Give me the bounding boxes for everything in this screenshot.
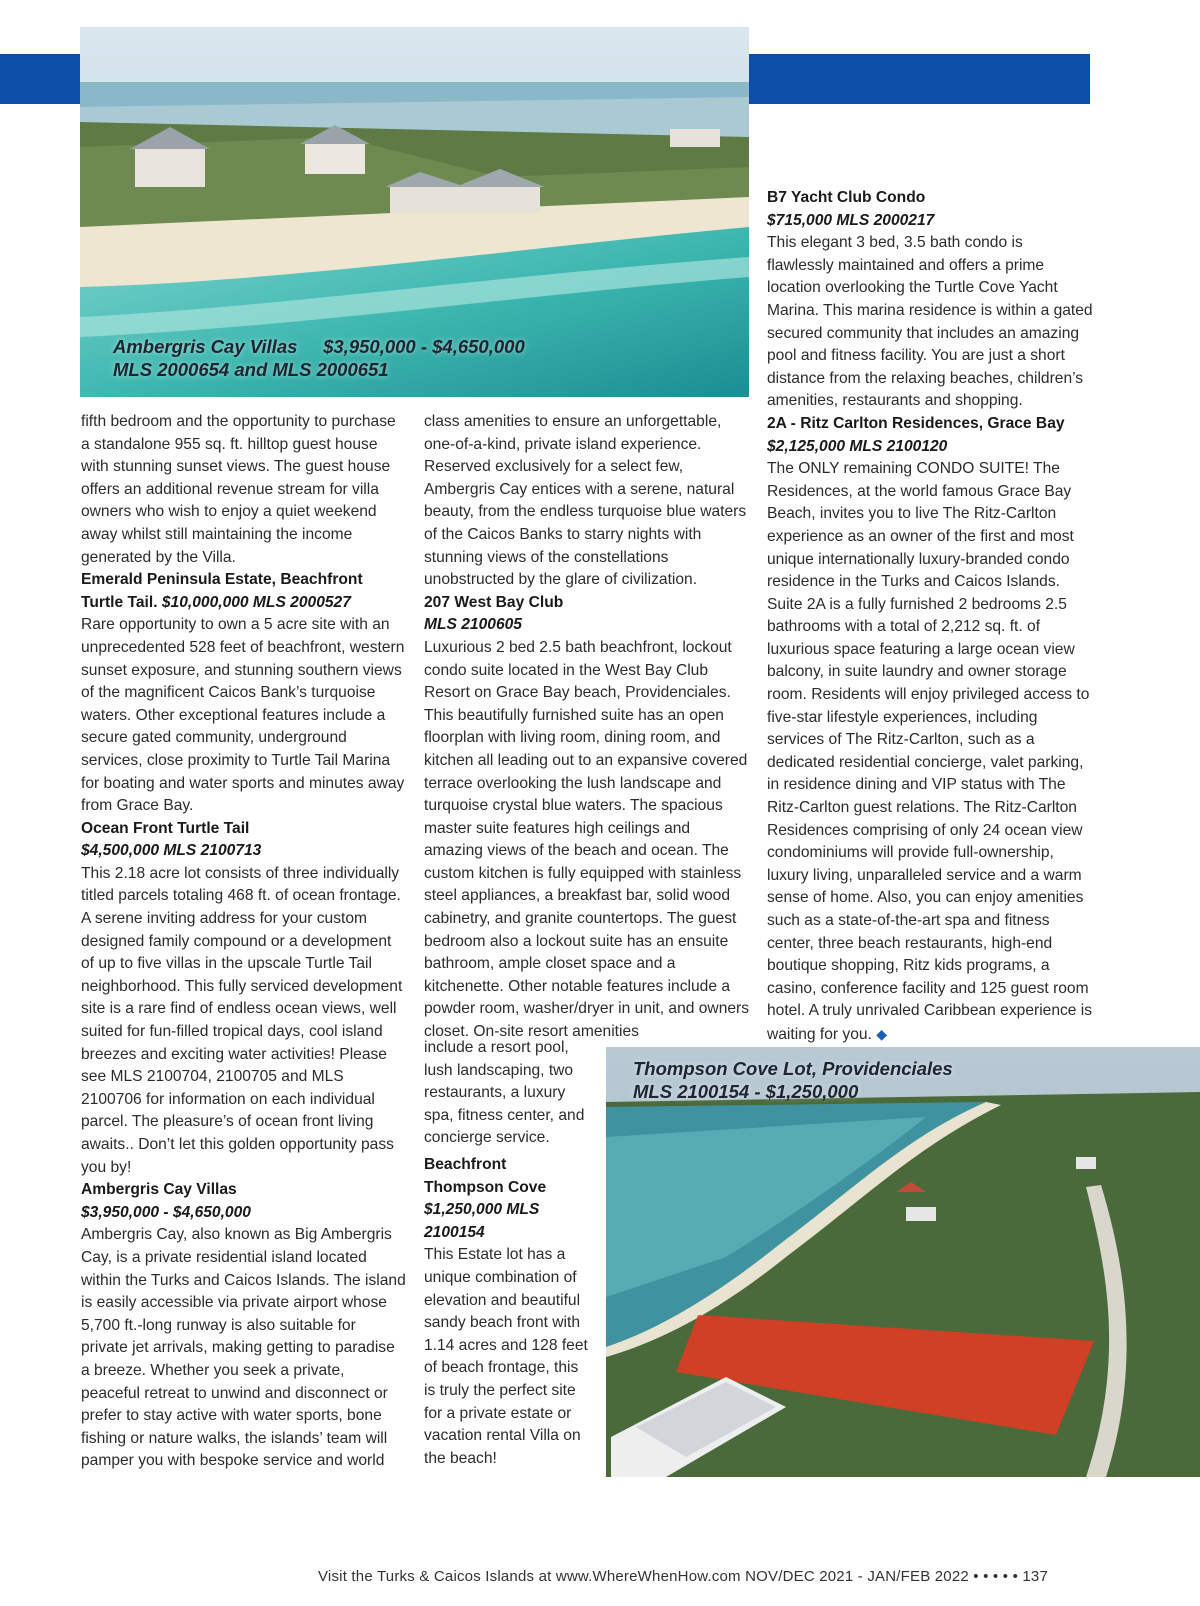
west-bay-club-body: Luxurious 2 bed 2.5 bath beachfront, lockout condo suite located in the West Bay Club Resort on Grace Bay beach, Providenciales. This beautifully furnished suite has an open floorplan with living room, dining room, and kitchen all leading out to an expansive covered terrace overlooking the lush landscape and turquoise crystal blue waters. The spacious master suite features high ceilings and amazing views of the beach and ocean. The custom kitchen is fully equipped with stainless steel appliances, a breakfast bar, solid wood cabinetry, and granite countertops. The guest bedroom also a lockout suite has an ensuite bathroom, ample closet space and a kitchenette. Other notable features include a powder room, washer/dryer in unit, and owners closet. On-site resort amenities (424, 638, 750, 1041)
ocean-front-price: $4,500,000 MLS 2100713 (81, 842, 262, 860)
west-bay-club-price: MLS 2100605 (424, 616, 522, 634)
emerald-title (81, 569, 406, 614)
beachfront-thompson-body: This Estate lot has a unique combination of elevation and beautiful sandy beach front with 1.14 acres and 128 feet of beach frontage, this is truly the perfect site for a private estate or vacation rental Villa on the beach! (424, 1246, 588, 1467)
ritz-carlton-body (767, 458, 1093, 1046)
header-band-right (748, 54, 1090, 104)
caption-ambergris-mls: MLS 2000654 and MLS 2000651 (113, 359, 389, 380)
column-1 (81, 411, 406, 1473)
caption-ambergris-title: Ambergris Cay Villas (113, 336, 298, 357)
emerald-price: $10,000,000 MLS 2000527 (161, 593, 351, 611)
west-bay-club-title: 207 West Bay Club (424, 593, 564, 611)
column-2 (424, 411, 750, 1044)
emerald-title-text: Emerald Peninsula Estate, Beachfront Turtle Tail. (81, 571, 363, 611)
ritz-carlton-price: $2,125,000 MLS 2100120 (767, 437, 948, 455)
ritz-carlton-title: 2A - Ritz Carlton Residences, Grace Bay (767, 414, 1065, 432)
west-bay-club-body-cont: include a resort pool, lush landscaping, two restaurants, a luxury spa, fitness center, and concierge service. (424, 1039, 585, 1147)
column-2-narrow (424, 1037, 589, 1470)
end-diamond-icon: ◆ (876, 1025, 888, 1042)
header-band-left (0, 54, 82, 104)
caption-ambergris-price: $3,950,000 - $4,650,000 (323, 336, 525, 357)
ritz-carlton-body-text: The ONLY remaining CONDO SUITE! The Residences, at the world famous Grace Bay Beach, invites you to live The Ritz-Carlton experience as an owner of the first and most unique internationally luxury-branded condo residence in the Turks and Caicos Islands. Suite 2A is a fully furnished 2 bedrooms 2.5 bathrooms with a total of 2,212 sq. ft. of luxurious space featuring a large ocean view balcony, in suite laundry and owner storage room. Residents will enjoy privileged access to five-star lifestyle experiences, including services of The Ritz-Carlton, such as a dedicated residential concierge, valet parking, in residence dining and VIP status with The Ritz-Carlton guest relations. The Ritz-Carlton Residences comprising of only 24 ocean view condominiums will provide full-ownership, luxury living, unparalleled service and a warm sense of home. Also, you can enjoy amenities such as a state-of-the-art spa and fitness center, three beach restaurants, high-end boutique shopping, Ritz kids programs, a casino, conference facility and 125 guest room hotel. A truly unrivaled Caribbean experience is waiting for you. (767, 460, 1093, 1043)
page-footer: Visit the Turks & Caicos Islands at www.WhereWhenHow.com NOV/DEC 2021 - JAN/FEB 2022 • • • • • 137 (318, 1568, 1049, 1585)
b7-price: $715,000 MLS 2000217 (767, 211, 935, 229)
b7-body: This elegant 3 bed, 3.5 bath condo is flawlessly maintained and offers a prime location overlooking the Turtle Cove Yacht Marina. This marina residence is within a gated secured community that includes an amazing pool and fitness facility. You are just a short distance from the relaxing beaches, children’s amenities, restaurants and shopping. (767, 234, 1093, 410)
beachfront-thompson-title: Beachfront Thompson Cove (424, 1155, 547, 1196)
caption-thompson-title: Thompson Cove Lot, Providenciales (633, 1058, 953, 1079)
ocean-front-body: This 2.18 acre lot consists of three individually titled parcels totaling 468 ft. of ocean frontage. A serene inviting address for your custom designed family compound or a development of up to five villas in the upscale Turtle Tail neighborhood. This fully serviced development site is a rare find of endless ocean views, well suited for fun-filled tropical days, cool island breezes and exciting water activities! Please see MLS 2100704, 2100705 and MLS 2100706 for information on each individual parcel. The pleasure’s of ocean front living awaits.. Don’t let this golden opportunity pass you by! (81, 864, 403, 1176)
column-3 (767, 187, 1093, 1047)
caption-thompson-mls: MLS 2100154 - $1,250,000 (633, 1081, 859, 1102)
col2-intro: class amenities to ensure an unforgettable, one-of-a-kind, private island experience. Reserved exclusively for a select few, Ambergris Cay entices with a serene, natural beauty, from the endless turquoise blue waters of the Caicos Banks to starry nights with stunning views of the constellations unobstructed by the glare of civilization. (424, 413, 747, 589)
thompson-cove-photo (606, 1047, 1200, 1477)
ocean-front-title: Ocean Front Turtle Tail (81, 819, 250, 837)
beachfront-thompson-price: $1,250,000 MLS 2100154 (424, 1201, 540, 1241)
ambergris-photo-caption (113, 335, 525, 381)
ambergris-price: $3,950,000 - $4,650,000 (81, 1203, 251, 1221)
col1-intro: fifth bedroom and the opportunity to purchase a standalone 955 sq. ft. hilltop guest house with stunning sunset views. The guest house offers an additional revenue stream for villa owners who wish to enjoy a quiet weekend away whilst still maintaining the income generated by the Villa. (81, 413, 396, 566)
emerald-body: Rare opportunity to own a 5 acre site with an unprecedented 528 feet of beachfront, western sunset exposure, and stunning southern views of the magnificent Caicos Bank’s turquoise waters. Other exceptional features include a secure gated community, underground services, close proximity to Turtle Tail Marina for boating and water sports and minutes away from Grace Bay. (81, 616, 405, 815)
ambergris-title: Ambergris Cay Villas (81, 1181, 237, 1199)
b7-title: B7 Yacht Club Condo (767, 189, 926, 206)
thompson-photo-caption (633, 1057, 953, 1103)
thompson-aerial-image (606, 1047, 1200, 1477)
ambergris-body: Ambergris Cay, also known as Big Ambergris Cay, is a private residential island located within the Turks and Caicos Islands. The island is easily accessible via private airport whose 5,700 ft.-long runway is also suitable for private jet arrivals, making getting to paradise a breeze. Whether you seek a private, peaceful retreat to unwind and disconnect or prefer to stay active with water sports, bone fishing or nature walks, the islands’ team will pamper you with bespoke service and world (81, 1226, 406, 1470)
